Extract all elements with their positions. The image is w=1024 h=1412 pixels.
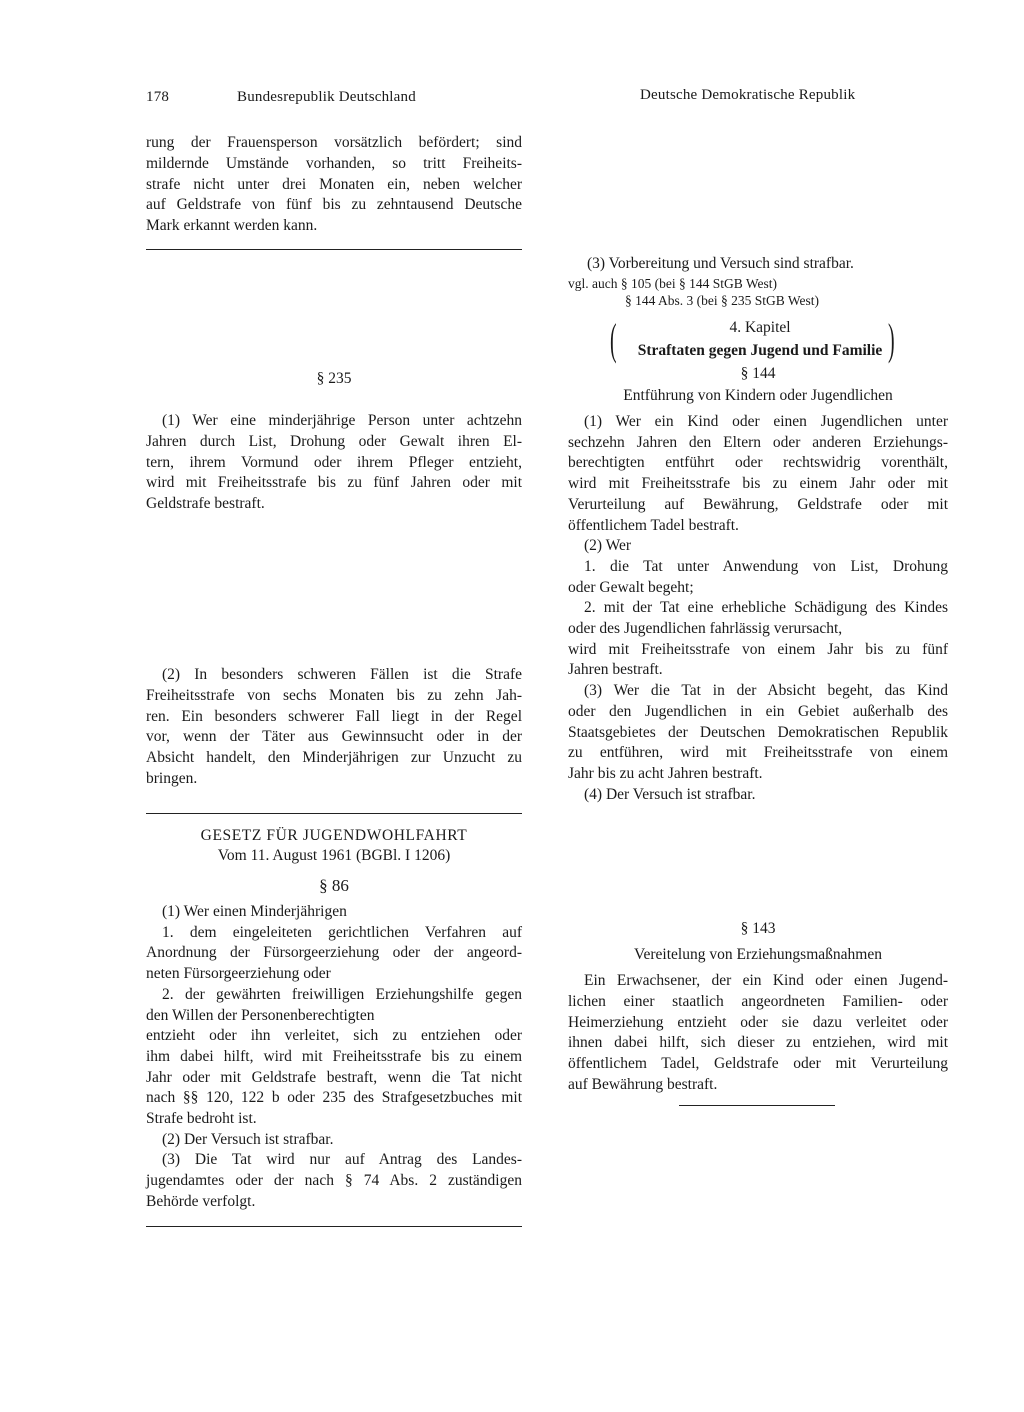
text-line: lichen einer staatlich angeordneten Familien- oder [568,992,948,1010]
text-line: oder Gewalt begeht; [568,578,694,596]
text-line: den Willen der Personenberechtigten [146,1006,375,1024]
text-line: wird mit Freiheitsstrafe von einem Jahr bis zu fünf [568,640,948,658]
text-line: (1) Wer ein Kind oder einen Jugendlichen unter [584,413,948,430]
preparation-clause: (3) Vorbereitung und Versuch sind strafbar. [587,255,854,272]
text-line: vor, wenn der Täter aus Gewinnsucht oder in der [146,728,522,746]
text-line: wird mit Freiheitsstrafe bis zu einem Jahr oder mit [568,475,948,493]
text-line: Behörde verfolgt. [146,1192,256,1210]
text-line: öffentlichem Tadel, Geldstrafe oder mit Verurteilung [568,1055,948,1073]
divider-rule [146,813,522,814]
text-line: Strafe bedroht ist. [146,1110,257,1127]
text-line: Ein Erwachsener, der ein Kind oder einen Jugend- [584,972,948,989]
text-line: 1. dem eingeleiteten gerichtlichen Verfahren auf [162,923,522,941]
text-line: öffentlichem Tadel bestraft. [568,516,739,534]
text-line: tern, ihrem Vormund oder ihrem Pfleger entzieht, [146,453,522,471]
text-line: rung der Frauensperson vorsätzlich befördert; sind [146,134,522,151]
text-line: 1. die Tat unter Anwendung von List, Drohung [584,557,948,575]
text-line: nach §§ 120, 122 b oder 235 des Strafgesetzbuches mit [146,1089,522,1107]
text-line: (2) In besonders schweren Fällen ist die Strafe [162,666,522,683]
text-line: Verurteilung auf Bewährung, Geldstrafe oder mit [568,495,948,513]
section-235-title: § 235 [316,370,352,387]
text-line: ihnen dabei hilft, sich dieser zu entziehen, wird mit [568,1034,948,1052]
text-line: wird mit Freiheitsstrafe bis zu fünf Jahren oder mit [146,474,522,492]
text-line: (3) Die Tat wird nur auf Antrag des Landes- [162,1151,522,1169]
law-subtitle: Vom 11. August 1961 (BGBl. I 1206) [217,847,451,864]
chapter-title: Straftaten gegen Jugend und Familie [637,342,883,359]
text-line: zu entführen, wird mit Freiheitsstrafe von einem [568,744,948,762]
text-line: berechtigten entführt oder rechtswidrig vorenthält, [568,454,948,472]
section-143-heading: Vereitelung von Erziehungsmaßnahmen [634,946,882,963]
cross-reference-1: vgl. auch § 105 (bei § 144 StGB West) [568,276,778,291]
text-line: (1) Wer eine minderjährige Person unter achtzehn [162,412,522,429]
text-line: Jahren bestraft. [568,661,663,679]
text-line: 2. der gewährten freiwilligen Erziehungshilfe gegen [162,985,522,1003]
text-line: Jahren durch List, Drohung oder Gewalt ihren El- [146,432,522,450]
text-line: Absicht handelt, den Minderjährigen zur Unzucht zu [146,749,522,767]
right-running-title: Deutsche Demokratische Republik [640,87,856,103]
text-line: Anordnung der Fürsorgeerziehung oder der angeord- [146,944,522,962]
divider-rule [679,1105,835,1106]
law-title: GESETZ FÜR JUGENDWOHLFAHRT [200,827,468,844]
text-line: (3) Wer die Tat in der Absicht begeht, das Kind [584,682,948,700]
text-line: oder den Jugendlichen in ein Gebiet außerhalb des [568,702,948,720]
text-line: (2) Wer [584,537,632,555]
left-bracket: ( [610,315,617,364]
text-line: sechzehn Jahren den Eltern oder anderen Erziehungs- [568,433,948,451]
text-line: 2. mit der Tat eine erhebliche Schädigung des Kindes [584,599,948,617]
text-line: ihm dabei hilft, wird mit Freiheitsstrafe bis zu einem [146,1047,522,1065]
divider-rule [146,249,522,250]
text-line: Jahr bis zu acht Jahren bestraft. [568,764,763,782]
section-143-title: § 143 [740,920,776,937]
text-line: neten Fürsorgeerziehung oder [146,965,331,983]
text-line: jugendamtes oder der nach § 74 Abs. 2 zuständigen [146,1172,522,1190]
text-line: Mark erkannt werden kann. [146,217,318,235]
left-running-title: Bundesrepublik Deutschland [237,89,416,105]
text-line: ren. Ein besonders schwerer Fall liegt in der Regel [146,707,522,725]
text-line: oder des Jugendlichen fahrlässig verursacht, [568,620,843,637]
text-line: bringen. [146,770,198,787]
text-line: auf Geldstrafe von fünf bis zu zehntausend Deutsche [146,196,522,214]
page-number: 178 [146,89,170,105]
section-144-title: § 144 [740,365,776,382]
text-line: Geldstrafe bestraft. [146,495,265,513]
text-line: (2) Der Versuch ist strafbar. [162,1130,334,1148]
section-86-title: § 86 [319,876,349,895]
text-line: strafe nicht unter drei Monaten ein, neben welcher [146,175,522,193]
text-line: Heimerziehung entzieht oder sie dazu verleitet oder [568,1013,948,1031]
right-bracket: ) [888,315,895,364]
text-line: mildernde Umstände vorhanden, so tritt Freiheits- [146,154,522,172]
section-144-heading: Entführung von Kindern oder Jugendlichen [623,387,893,404]
text-line: (4) Der Versuch ist strafbar. [584,785,756,803]
cross-reference-2: § 144 Abs. 3 (bei § 235 StGB West) [625,293,820,308]
text-line: Freiheitsstrafe von sechs Monaten bis zu zehn Jah- [146,686,522,704]
divider-rule [146,1226,522,1227]
text-line: (1) Wer einen Minderjährigen [162,903,347,920]
text-line: entzieht oder ihn verleitet, sich zu entziehen oder [146,1027,522,1045]
text-line: auf Bewährung bestraft. [568,1076,718,1093]
text-line: Staatsgebietes der Deutschen Demokratischen Republik [568,723,948,741]
text-line: Jahr oder mit Geldstrafe bestraft, wenn die Tat nicht [146,1068,522,1086]
chapter-number: 4. Kapitel [729,319,791,336]
